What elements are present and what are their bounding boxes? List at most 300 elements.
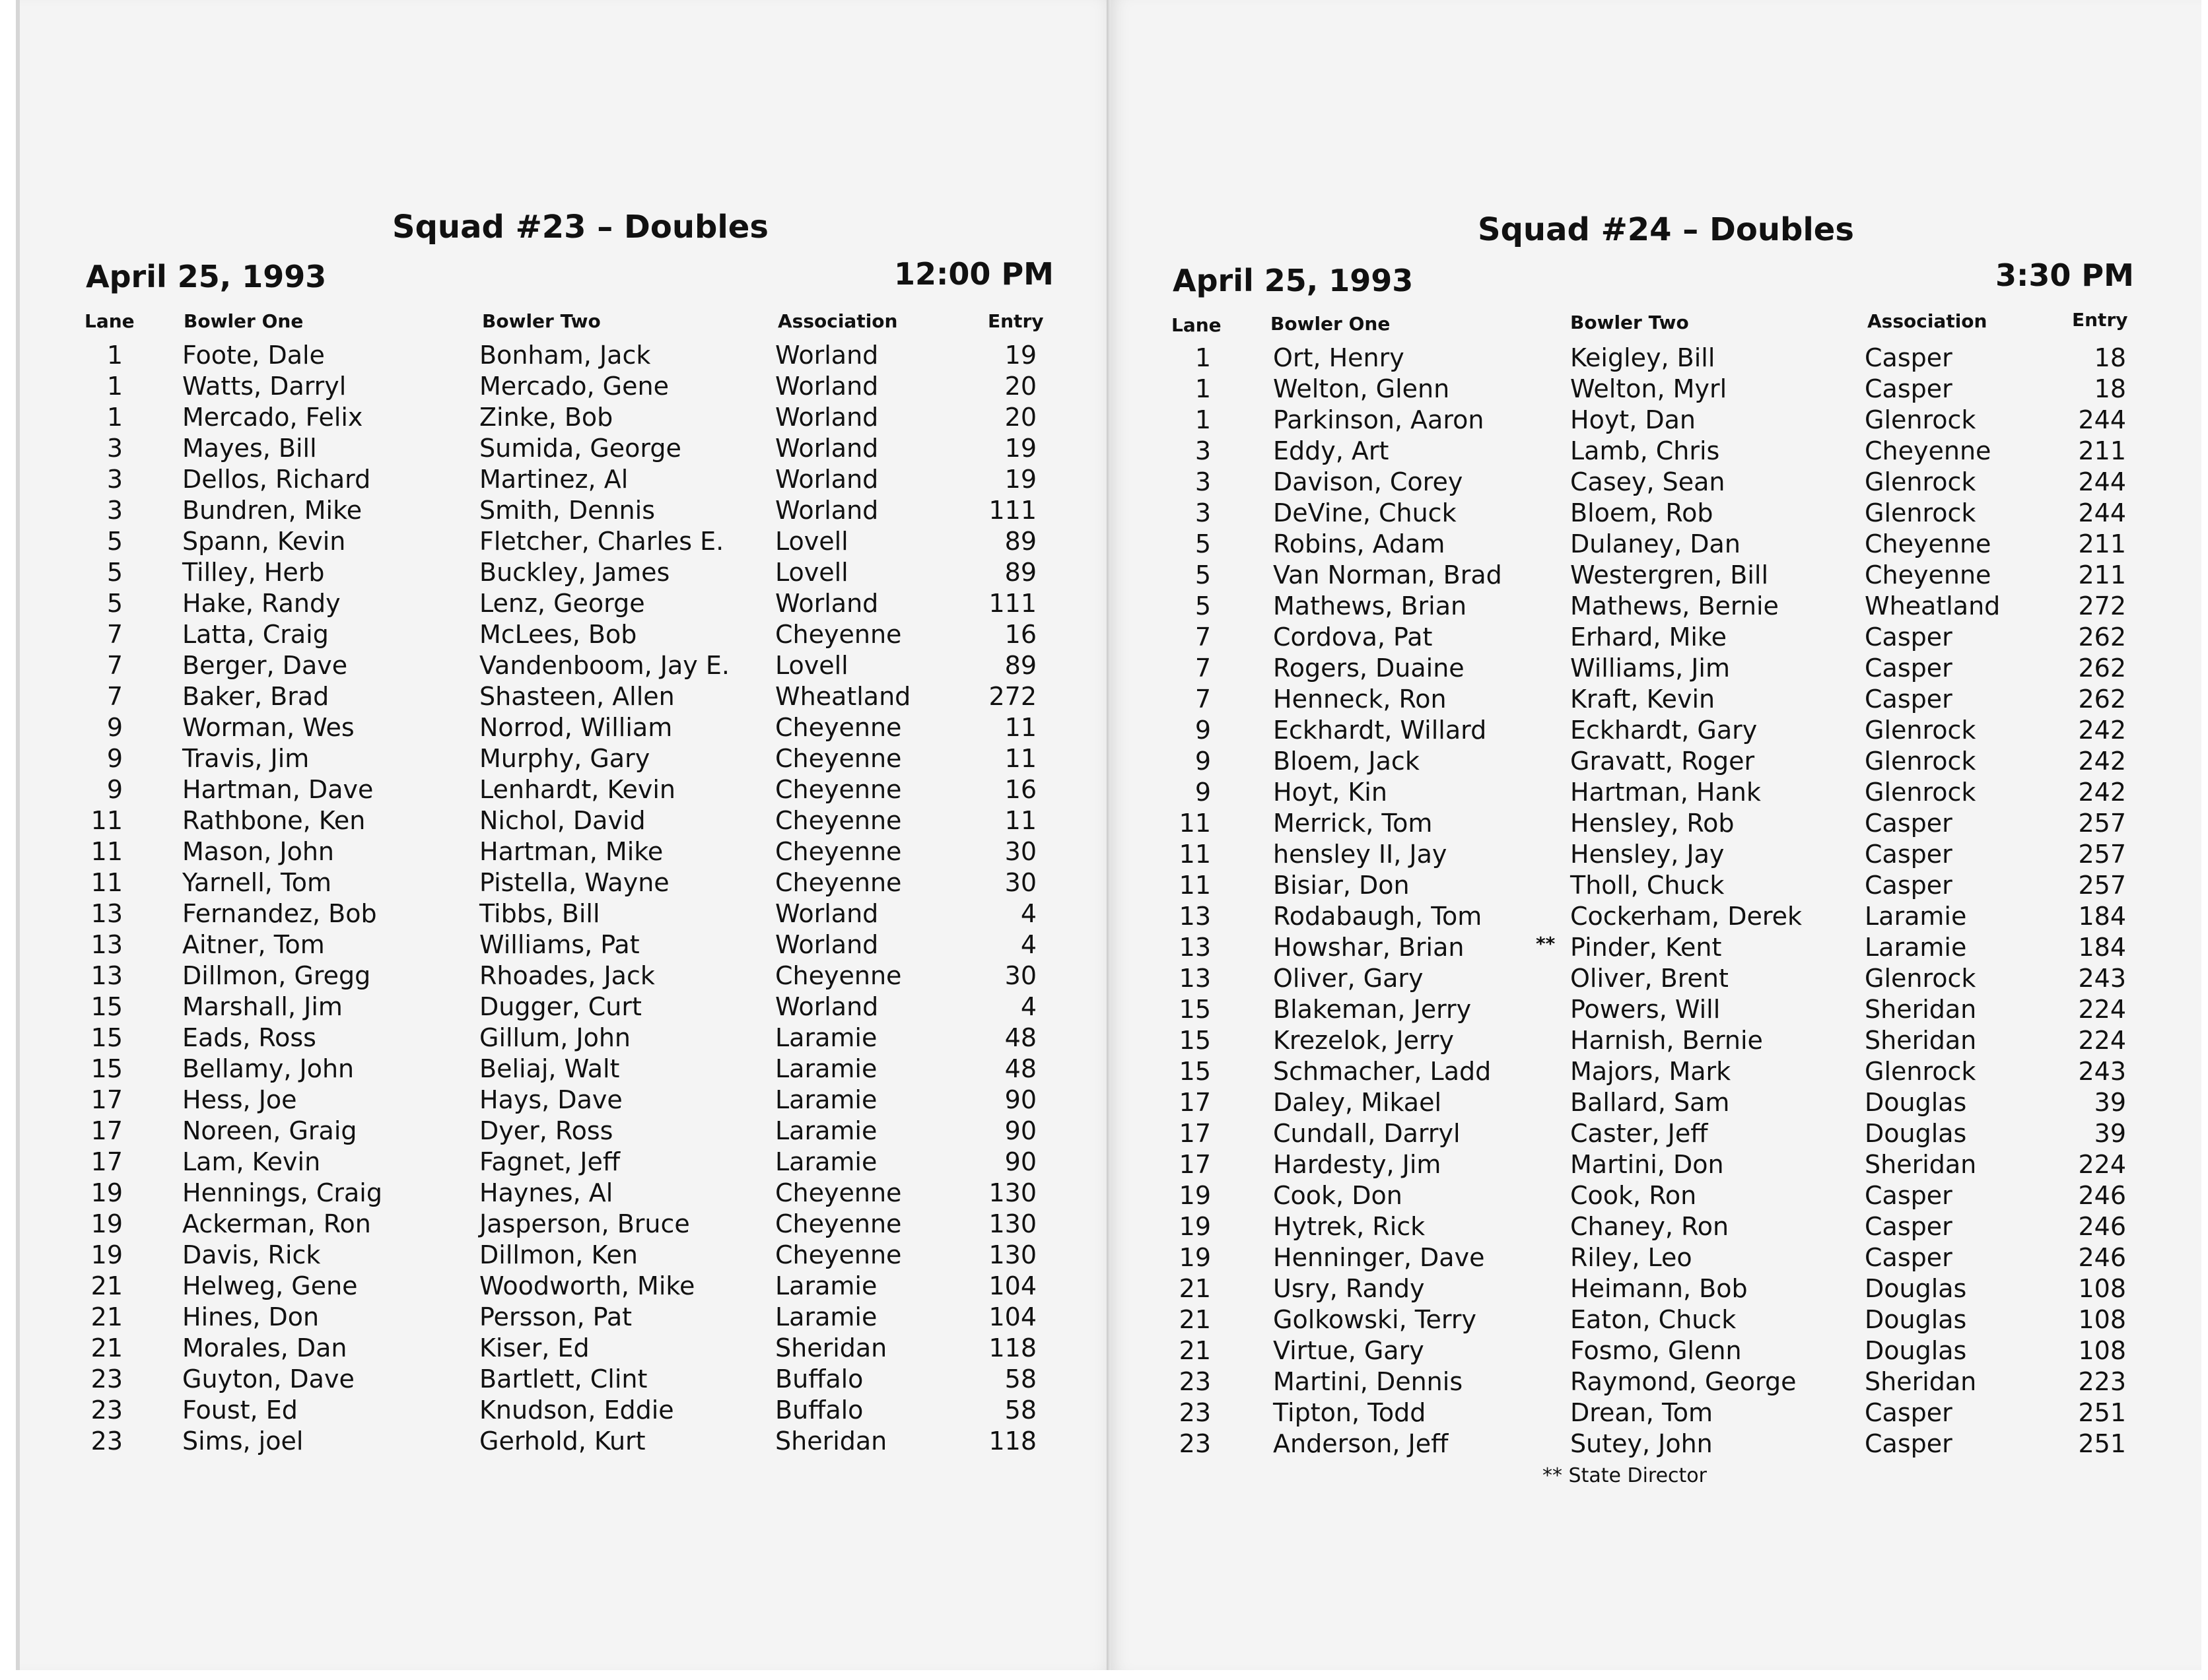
lane-cell: 5 bbox=[106, 558, 123, 587]
association-cell: Worland bbox=[775, 992, 879, 1021]
association-cell: Glenrock bbox=[1865, 716, 1976, 745]
bowler-two-cell: Tholl, Chuck bbox=[1570, 871, 1725, 900]
entry-cell: 48 bbox=[1004, 1023, 1037, 1052]
association-cell: Wheatland bbox=[1865, 591, 2001, 621]
entry-cell: 224 bbox=[2078, 1026, 2126, 1055]
entry-cell: 108 bbox=[2078, 1336, 2126, 1365]
entry-cell: 19 bbox=[1004, 465, 1037, 494]
lane-cell: 23 bbox=[1179, 1398, 1211, 1427]
bowler-one-cell: Bundren, Mike bbox=[182, 496, 362, 525]
lane-cell: 17 bbox=[1179, 1088, 1211, 1117]
bowler-one-cell: Tipton, Todd bbox=[1273, 1398, 1426, 1427]
bowler-one-cell: Worman, Wes bbox=[182, 713, 355, 742]
bowler-one-cell: Howshar, Brian bbox=[1273, 933, 1465, 962]
association-cell: Casper bbox=[1865, 343, 1952, 372]
bowler-one-cell: Guyton, Dave bbox=[182, 1364, 355, 1394]
association-cell: Laramie bbox=[1865, 902, 1967, 931]
footnote: ** State Director bbox=[1542, 1464, 1707, 1487]
bowler-one-cell: hensley II, Jay bbox=[1273, 840, 1447, 869]
table-row bbox=[0, 498, 2208, 529]
header-entry: Entry bbox=[2072, 309, 2128, 331]
lane-cell: 21 bbox=[1179, 1305, 1211, 1334]
bowler-one-cell: Fernandez, Bob bbox=[182, 899, 377, 928]
association-cell: Casper bbox=[1865, 871, 1952, 900]
squad-24-table bbox=[0, 343, 2208, 1460]
bowler-one-cell: Oliver, Gary bbox=[1273, 964, 1424, 993]
lane-cell: 7 bbox=[1194, 654, 1211, 683]
entry-cell: 244 bbox=[2078, 467, 2126, 496]
lane-cell: 9 bbox=[106, 713, 123, 742]
bowler-two-cell: Westergren, Bill bbox=[1570, 560, 1769, 589]
association-cell: Cheyenne bbox=[1865, 436, 1991, 465]
table-row bbox=[0, 467, 2208, 498]
table-row bbox=[0, 933, 2208, 964]
bowler-one-cell: Bloem, Jack bbox=[1273, 747, 1420, 776]
lane-cell: 7 bbox=[106, 651, 123, 680]
entry-cell: 243 bbox=[2078, 964, 2126, 993]
bowler-two-cell: Jasperson, Bruce bbox=[479, 1209, 690, 1238]
bowler-one-cell: Eckhardt, Willard bbox=[1273, 716, 1487, 745]
bowler-one-cell: Usry, Randy bbox=[1273, 1274, 1425, 1303]
bowler-one-cell: Marshall, Jim bbox=[182, 992, 343, 1021]
bowler-one-cell: Lam, Kevin bbox=[182, 1147, 321, 1176]
bowler-two-cell: Sumida, George bbox=[479, 434, 681, 463]
bowler-one-cell: Aitner, Tom bbox=[182, 930, 325, 959]
bowler-two-cell: Dyer, Ross bbox=[479, 1116, 613, 1145]
lane-cell: 11 bbox=[1179, 840, 1211, 869]
bowler-one-cell: Hoyt, Kin bbox=[1273, 778, 1387, 807]
lane-cell: 13 bbox=[90, 899, 123, 928]
table-row bbox=[0, 1274, 2208, 1305]
lane-cell: 11 bbox=[1179, 871, 1211, 900]
table-row bbox=[0, 685, 2208, 716]
header-bowler-one: Bowler One bbox=[1270, 313, 1391, 335]
bowler-two-cell: Buckley, James bbox=[479, 558, 670, 587]
bowler-two-cell: Shasteen, Allen bbox=[479, 682, 675, 711]
entry-cell: 20 bbox=[1004, 403, 1037, 432]
lane-cell: 7 bbox=[106, 682, 123, 711]
lane-cell: 5 bbox=[1194, 591, 1211, 621]
association-cell: Casper bbox=[1865, 685, 1952, 714]
lane-cell: 5 bbox=[106, 589, 123, 618]
table-row bbox=[0, 716, 2208, 747]
lane-cell: 21 bbox=[1179, 1336, 1211, 1365]
entry-cell: 242 bbox=[2078, 716, 2126, 745]
bowler-one-cell: Hake, Randy bbox=[182, 589, 341, 618]
entry-cell: 20 bbox=[1004, 372, 1037, 401]
bowler-one-cell: Dellos, Richard bbox=[182, 465, 371, 494]
association-cell: Worland bbox=[775, 465, 879, 494]
bowler-two-cell: Nichol, David bbox=[479, 806, 646, 835]
association-cell: Worland bbox=[775, 403, 879, 432]
bowler-one-cell: Bellamy, John bbox=[182, 1054, 355, 1083]
lane-cell: 11 bbox=[90, 806, 123, 835]
lane-cell: 17 bbox=[90, 1147, 123, 1176]
bowler-one-cell: Mercado, Felix bbox=[182, 403, 363, 432]
bowler-one-cell: Robins, Adam bbox=[1273, 529, 1445, 558]
bowler-two-cell: Sutey, John bbox=[1570, 1429, 1713, 1458]
bowler-one-cell: Cook, Don bbox=[1273, 1181, 1402, 1210]
lane-cell: 21 bbox=[90, 1271, 123, 1300]
association-cell: Casper bbox=[1865, 809, 1952, 838]
bowler-two-cell: Gravatt, Roger bbox=[1570, 747, 1755, 776]
bowler-two-cell: Dugger, Curt bbox=[479, 992, 642, 1021]
bowler-two-cell: Vandenboom, Jay E. bbox=[479, 651, 730, 680]
entry-cell: 243 bbox=[2078, 1057, 2126, 1086]
bowler-two-cell: Keigley, Bill bbox=[1570, 343, 1715, 372]
entry-cell: 224 bbox=[2078, 995, 2126, 1024]
association-cell: Glenrock bbox=[1865, 747, 1976, 776]
lane-cell: 23 bbox=[90, 1427, 123, 1456]
association-cell: Laramie bbox=[1865, 933, 1967, 962]
lane-cell: 15 bbox=[1179, 995, 1211, 1024]
squad-time: 12:00 PM bbox=[894, 256, 1054, 292]
lane-cell: 1 bbox=[1194, 405, 1211, 434]
bowler-two-cell: Smith, Dennis bbox=[479, 496, 655, 525]
association-cell: Cheyenne bbox=[1865, 560, 1991, 589]
bowler-one-cell: Martini, Dennis bbox=[1273, 1367, 1463, 1396]
association-cell: Cheyenne bbox=[775, 1209, 902, 1238]
association-cell: Cheyenne bbox=[775, 744, 902, 773]
bowler-one-cell: Morales, Dan bbox=[182, 1333, 347, 1362]
association-cell: Lovell bbox=[775, 651, 848, 680]
bowler-two-cell: Chaney, Ron bbox=[1570, 1212, 1729, 1241]
entry-cell: 224 bbox=[2078, 1150, 2126, 1179]
entry-cell: 89 bbox=[1004, 558, 1037, 587]
entry-cell: 4 bbox=[1020, 930, 1037, 959]
entry-cell: 18 bbox=[2094, 343, 2126, 372]
association-cell: Casper bbox=[1865, 1429, 1952, 1458]
lane-cell: 13 bbox=[1179, 933, 1211, 962]
bowler-two-cell: Martinez, Al bbox=[479, 465, 629, 494]
entry-cell: 11 bbox=[1004, 806, 1037, 835]
bowler-two-cell: Fletcher, Charles E. bbox=[479, 527, 724, 556]
entry-cell: 104 bbox=[988, 1271, 1037, 1300]
association-cell: Laramie bbox=[775, 1116, 878, 1145]
lane-cell: 13 bbox=[90, 930, 123, 959]
lane-cell: 19 bbox=[1179, 1212, 1211, 1241]
header-bowler-two: Bowler Two bbox=[1570, 312, 1689, 333]
table-row bbox=[0, 778, 2208, 809]
table-row bbox=[0, 1243, 2208, 1274]
bowler-two-cell: Lenhardt, Kevin bbox=[479, 775, 676, 804]
bowler-one-cell: Parkinson, Aaron bbox=[1273, 405, 1484, 434]
table-row bbox=[0, 1088, 2208, 1119]
lane-cell: 15 bbox=[1179, 1026, 1211, 1055]
association-cell: Douglas bbox=[1865, 1305, 1967, 1334]
bowler-one-cell: Yarnell, Tom bbox=[182, 868, 331, 897]
lane-cell: 19 bbox=[90, 1240, 123, 1269]
squad-date: April 25, 1993 bbox=[1173, 263, 1414, 298]
entry-cell: 251 bbox=[2078, 1429, 2126, 1458]
entry-cell: 30 bbox=[1004, 868, 1037, 897]
lane-cell: 13 bbox=[1179, 964, 1211, 993]
association-cell: Casper bbox=[1865, 1181, 1952, 1210]
lane-cell: 7 bbox=[1194, 685, 1211, 714]
bowler-one-cell: Helweg, Gene bbox=[182, 1271, 358, 1300]
bowler-two-cell: Bloem, Rob bbox=[1570, 498, 1713, 527]
entry-cell: 108 bbox=[2078, 1274, 2126, 1303]
lane-cell: 7 bbox=[106, 620, 123, 649]
bowler-one-cell: Daley, Mikael bbox=[1273, 1088, 1442, 1117]
entry-cell: 4 bbox=[1020, 899, 1037, 928]
entry-cell: 130 bbox=[988, 1178, 1037, 1207]
bowler-two-cell: McLees, Bob bbox=[479, 620, 637, 649]
entry-cell: 89 bbox=[1004, 651, 1037, 680]
bowler-two-cell: Mathews, Bernie bbox=[1570, 591, 1779, 621]
table-row bbox=[0, 1305, 2208, 1336]
bowler-one-cell: Rathbone, Ken bbox=[182, 806, 366, 835]
bowler-two-cell: Williams, Jim bbox=[1570, 654, 1731, 683]
entry-cell: 242 bbox=[2078, 747, 2126, 776]
table-row bbox=[0, 1119, 2208, 1150]
association-cell: Wheatland bbox=[775, 682, 911, 711]
association-cell: Douglas bbox=[1865, 1119, 1967, 1148]
lane-cell: 3 bbox=[1194, 467, 1211, 496]
table-row bbox=[0, 1336, 2208, 1367]
bowler-one-cell: Hess, Joe bbox=[182, 1085, 297, 1114]
bowler-one-cell: Ackerman, Ron bbox=[182, 1209, 371, 1238]
table-row bbox=[0, 654, 2208, 685]
bowler-one-cell: Henneck, Ron bbox=[1273, 685, 1447, 714]
bowler-two-cell: Majors, Mark bbox=[1570, 1057, 1731, 1086]
bowler-one-cell: Hytrek, Rick bbox=[1273, 1212, 1426, 1241]
lane-cell: 3 bbox=[106, 434, 123, 463]
table-row bbox=[0, 1026, 2208, 1057]
lane-cell: 11 bbox=[90, 868, 123, 897]
table-row bbox=[0, 1212, 2208, 1243]
bowler-two-cell: Zinke, Bob bbox=[479, 403, 613, 432]
bowler-two-cell: Murphy, Gary bbox=[479, 744, 650, 773]
bowler-two-cell: Hoyt, Dan bbox=[1570, 405, 1696, 434]
bowler-one-cell: Cordova, Pat bbox=[1273, 622, 1433, 652]
bowler-one-cell: Rogers, Duaine bbox=[1273, 654, 1465, 683]
lane-cell: 1 bbox=[106, 403, 123, 432]
association-cell: Douglas bbox=[1865, 1336, 1967, 1365]
header-association: Association bbox=[1867, 310, 1987, 332]
lane-cell: 19 bbox=[1179, 1181, 1211, 1210]
entry-cell: 48 bbox=[1004, 1054, 1037, 1083]
table-row bbox=[0, 1057, 2208, 1088]
entry-cell: 246 bbox=[2078, 1243, 2126, 1272]
lane-cell: 11 bbox=[1179, 809, 1211, 838]
association-cell: Casper bbox=[1865, 1212, 1952, 1241]
association-cell: Casper bbox=[1865, 374, 1952, 403]
association-cell: Buffalo bbox=[775, 1364, 864, 1394]
bowler-one-cell: Schmacher, Ladd bbox=[1273, 1057, 1492, 1086]
lane-cell: 3 bbox=[106, 496, 123, 525]
association-cell: Worland bbox=[775, 372, 879, 401]
association-cell: Worland bbox=[775, 496, 879, 525]
header-association: Association bbox=[778, 310, 898, 332]
entry-cell: 130 bbox=[988, 1240, 1037, 1269]
association-cell: Lovell bbox=[775, 558, 848, 587]
association-cell: Laramie bbox=[775, 1054, 878, 1083]
association-cell: Sheridan bbox=[775, 1427, 887, 1456]
lane-cell: 17 bbox=[1179, 1119, 1211, 1148]
bowler-one-cell: Henninger, Dave bbox=[1273, 1243, 1485, 1272]
association-cell: Glenrock bbox=[1865, 964, 1976, 993]
bowler-two-cell: Kiser, Ed bbox=[479, 1333, 590, 1362]
table-row bbox=[0, 405, 2208, 436]
association-cell: Laramie bbox=[775, 1023, 878, 1052]
bowler-one-cell: Krezelok, Jerry bbox=[1273, 1026, 1455, 1055]
entry-cell: 30 bbox=[1004, 961, 1037, 990]
entry-cell: 58 bbox=[1004, 1395, 1037, 1425]
entry-cell: 130 bbox=[988, 1209, 1037, 1238]
bowler-two-cell: Pistella, Wayne bbox=[479, 868, 670, 897]
bowler-one-cell: Golkowski, Terry bbox=[1273, 1305, 1476, 1334]
association-cell: Cheyenne bbox=[775, 1178, 902, 1207]
bowler-one-cell: Foust, Ed bbox=[182, 1395, 298, 1425]
bowler-one-cell: Blakeman, Jerry bbox=[1273, 995, 1472, 1024]
entry-cell: 89 bbox=[1004, 527, 1037, 556]
association-cell: Casper bbox=[1865, 654, 1952, 683]
bowler-two-cell: Fagnet, Jeff bbox=[479, 1147, 621, 1176]
association-cell: Sheridan bbox=[1865, 1367, 1977, 1396]
entry-cell: 262 bbox=[2078, 654, 2126, 683]
bowler-two-cell: Hartman, Mike bbox=[479, 837, 664, 866]
lane-cell: 1 bbox=[106, 372, 123, 401]
entry-cell: 211 bbox=[2078, 560, 2126, 589]
entry-cell: 257 bbox=[2078, 840, 2126, 869]
bowler-two-cell: Hartman, Hank bbox=[1570, 778, 1761, 807]
bowler-one-cell: Mason, John bbox=[182, 837, 334, 866]
lane-cell: 11 bbox=[90, 837, 123, 866]
table-row bbox=[0, 995, 2208, 1026]
entry-cell: 11 bbox=[1004, 744, 1037, 773]
association-cell: Sheridan bbox=[1865, 1150, 1977, 1179]
lane-cell: 3 bbox=[106, 465, 123, 494]
bowler-two-cell: Hensley, Jay bbox=[1570, 840, 1725, 869]
bowler-two-cell: Lenz, George bbox=[479, 589, 645, 618]
bowler-one-cell: Cundall, Darryl bbox=[1273, 1119, 1461, 1148]
association-cell: Cheyenne bbox=[775, 713, 902, 742]
bowler-one-cell: Anderson, Jeff bbox=[1273, 1429, 1449, 1458]
bowler-two-cell: Rhoades, Jack bbox=[479, 961, 655, 990]
table-row bbox=[0, 560, 2208, 591]
bowler-two-cell: Erhard, Mike bbox=[1570, 622, 1727, 652]
bowler-two-cell: Eaton, Chuck bbox=[1570, 1305, 1737, 1334]
bowler-one-cell: Baker, Brad bbox=[182, 682, 329, 711]
entry-cell: 118 bbox=[988, 1427, 1037, 1456]
squad-title: Squad #23 – Doubles bbox=[392, 209, 769, 246]
association-cell: Cheyenne bbox=[1865, 529, 1991, 558]
entry-cell: 18 bbox=[2094, 374, 2126, 403]
lane-cell: 17 bbox=[90, 1116, 123, 1145]
bowler-one-cell: Merrick, Tom bbox=[1273, 809, 1433, 838]
lane-cell: 9 bbox=[1194, 716, 1211, 745]
lane-cell: 23 bbox=[90, 1395, 123, 1425]
association-cell: Cheyenne bbox=[775, 961, 902, 990]
entry-cell: 58 bbox=[1004, 1364, 1037, 1394]
association-cell: Buffalo bbox=[775, 1395, 864, 1425]
table-row bbox=[0, 374, 2208, 405]
header-lane: Lane bbox=[85, 310, 135, 332]
entry-cell: 262 bbox=[2078, 622, 2126, 652]
entry-cell: 244 bbox=[2078, 498, 2126, 527]
entry-cell: 111 bbox=[988, 589, 1037, 618]
association-cell: Worland bbox=[775, 589, 879, 618]
table-row bbox=[0, 343, 2208, 374]
lane-cell: 21 bbox=[90, 1302, 123, 1331]
entry-cell: 108 bbox=[2078, 1305, 2126, 1334]
lane-cell: 5 bbox=[1194, 529, 1211, 558]
association-cell: Cheyenne bbox=[775, 837, 902, 866]
table-row bbox=[0, 1150, 2208, 1181]
bowler-one-cell: Mayes, Bill bbox=[182, 434, 317, 463]
association-cell: Sheridan bbox=[1865, 995, 1977, 1024]
bowler-one-cell: Eads, Ross bbox=[182, 1023, 316, 1052]
bowler-one-cell: Hardesty, Jim bbox=[1273, 1150, 1441, 1179]
association-cell: Worland bbox=[775, 341, 879, 370]
association-cell: Douglas bbox=[1865, 1274, 1967, 1303]
bowler-two-cell: Hensley, Rob bbox=[1570, 809, 1735, 838]
lane-cell: 19 bbox=[1179, 1243, 1211, 1272]
lane-cell: 5 bbox=[106, 527, 123, 556]
bowler-two-cell: Tibbs, Bill bbox=[479, 899, 600, 928]
entry-cell: 4 bbox=[1020, 992, 1037, 1021]
entry-cell: 111 bbox=[988, 496, 1037, 525]
state-director-mark: ** bbox=[1536, 933, 1556, 955]
association-cell: Casper bbox=[1865, 622, 1952, 652]
bowler-one-cell: Eddy, Art bbox=[1273, 436, 1389, 465]
bowler-one-cell: Davison, Corey bbox=[1273, 467, 1463, 496]
bowler-one-cell: Noreen, Graig bbox=[182, 1116, 357, 1145]
squad-date: April 25, 1993 bbox=[86, 259, 327, 294]
entry-cell: 223 bbox=[2078, 1367, 2126, 1396]
bowler-two-cell: Raymond, George bbox=[1570, 1367, 1797, 1396]
lane-cell: 21 bbox=[90, 1333, 123, 1362]
entry-cell: 242 bbox=[2078, 778, 2126, 807]
entry-cell: 16 bbox=[1004, 775, 1037, 804]
entry-cell: 90 bbox=[1004, 1085, 1037, 1114]
entry-cell: 244 bbox=[2078, 405, 2126, 434]
lane-cell: 17 bbox=[1179, 1150, 1211, 1179]
bowler-one-cell: Travis, Jim bbox=[182, 744, 310, 773]
lane-cell: 19 bbox=[90, 1209, 123, 1238]
bowler-one-cell: Hennings, Craig bbox=[182, 1178, 382, 1207]
lane-cell: 9 bbox=[1194, 778, 1211, 807]
association-cell: Worland bbox=[775, 434, 879, 463]
lane-cell: 17 bbox=[90, 1085, 123, 1114]
association-cell: Douglas bbox=[1865, 1088, 1967, 1117]
bowler-two-cell: Norrod, William bbox=[479, 713, 673, 742]
bowler-two-cell: Mercado, Gene bbox=[479, 372, 669, 401]
association-cell: Casper bbox=[1865, 1398, 1952, 1427]
table-row bbox=[0, 622, 2208, 654]
bowler-two-cell: Dillmon, Ken bbox=[479, 1240, 638, 1269]
association-cell: Laramie bbox=[775, 1271, 878, 1300]
table-row bbox=[0, 1429, 2208, 1460]
bowler-one-cell: Berger, Dave bbox=[182, 651, 348, 680]
entry-cell: 11 bbox=[1004, 713, 1037, 742]
lane-cell: 23 bbox=[1179, 1429, 1211, 1458]
lane-cell: 1 bbox=[1194, 343, 1211, 372]
association-cell: Cheyenne bbox=[775, 775, 902, 804]
bowler-two-cell: Woodworth, Mike bbox=[479, 1271, 695, 1300]
bowler-one-cell: DeVine, Chuck bbox=[1273, 498, 1457, 527]
association-cell: Sheridan bbox=[1865, 1026, 1977, 1055]
bowler-two-cell: Gerhold, Kurt bbox=[479, 1427, 646, 1456]
bowler-two-cell: Riley, Leo bbox=[1570, 1243, 1692, 1272]
bowler-two-cell: Casey, Sean bbox=[1570, 467, 1725, 496]
lane-cell: 3 bbox=[1194, 436, 1211, 465]
bowler-two-cell: Drean, Tom bbox=[1570, 1398, 1713, 1427]
header-lane: Lane bbox=[1171, 314, 1222, 336]
lane-cell: 7 bbox=[1194, 622, 1211, 652]
bowler-one-cell: Virtue, Gary bbox=[1273, 1336, 1424, 1365]
